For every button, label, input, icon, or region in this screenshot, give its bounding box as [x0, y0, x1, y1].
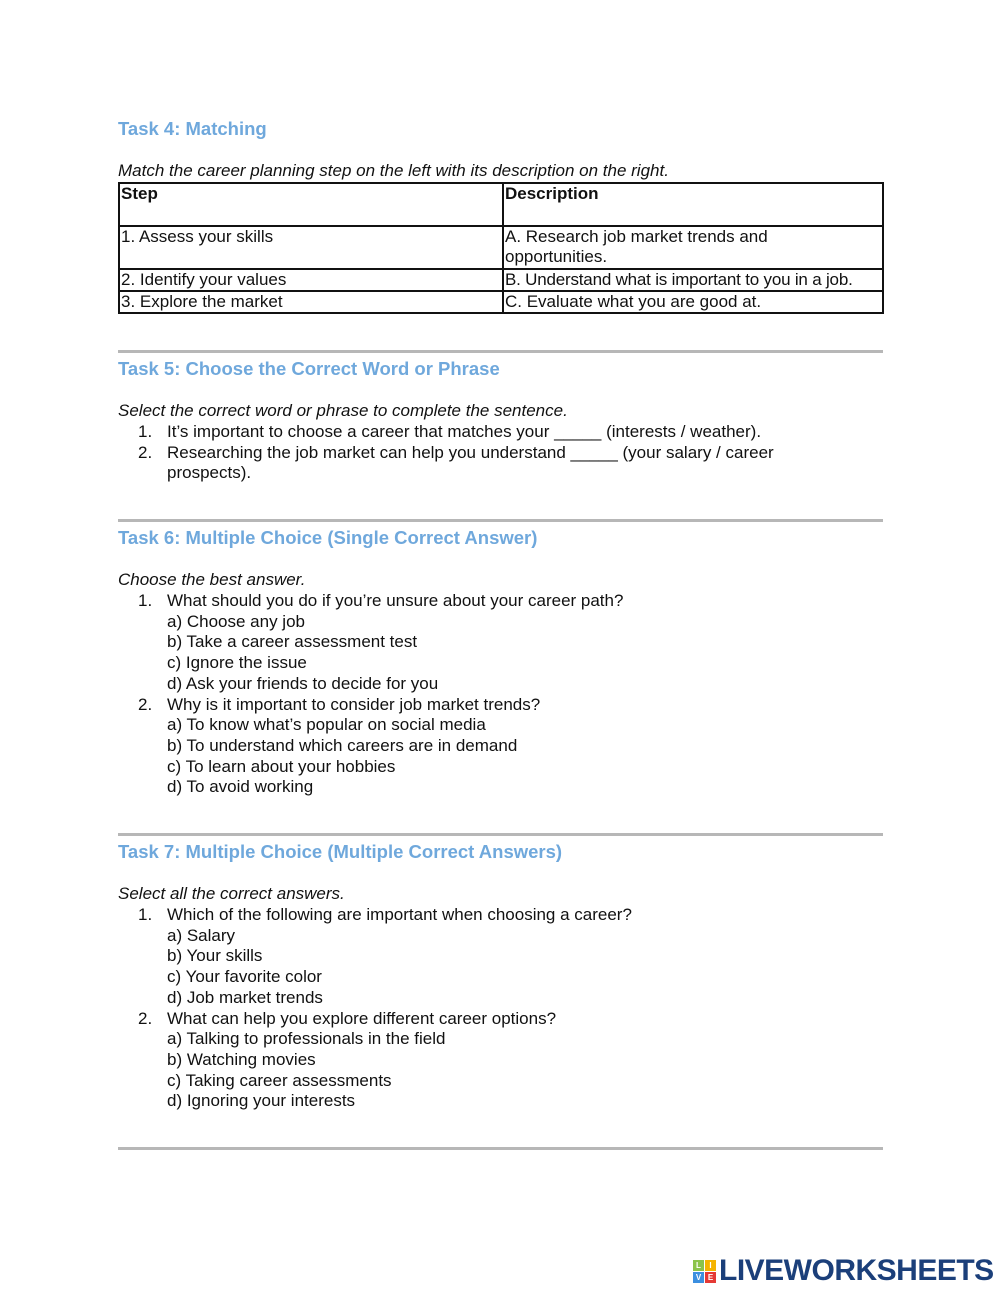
- description-cell: A. Research job market trends and opportunities.: [503, 226, 883, 269]
- liveworksheets-logo: [693, 1254, 994, 1288]
- question-item: [118, 443, 818, 484]
- table-row: [119, 269, 883, 291]
- logo-text: LIVEWORKSHEETS: [719, 1254, 994, 1287]
- answer-option[interactable]: c) To learn about your hobbies: [167, 756, 396, 776]
- question-text: Why is it important to consider job market trends?: [167, 694, 541, 714]
- question-item: [118, 905, 818, 926]
- header-step: Step: [119, 183, 503, 226]
- header-description: Description: [503, 183, 883, 226]
- question-text: Which of the following are important when choosing a career?: [167, 905, 632, 924]
- question-number: 1.: [138, 422, 153, 441]
- step-cell: 2. Identify your values: [119, 269, 503, 291]
- answer-option[interactable]: a) To know what’s popular on social media: [167, 715, 486, 735]
- answer-option[interactable]: b) To understand which careers are in demand: [167, 735, 518, 755]
- answer-option[interactable]: b) Your skills: [167, 946, 263, 966]
- answer-option[interactable]: b) Watching movies: [167, 1049, 316, 1069]
- answer-option[interactable]: d) Job market trends: [167, 987, 323, 1007]
- description-cell: C. Evaluate what you are good at.: [503, 291, 883, 313]
- answer-option[interactable]: d) Ask your friends to decide for you: [167, 673, 439, 693]
- answer-option[interactable]: c) Your favorite color: [167, 967, 322, 987]
- answer-option[interactable]: d) Ignoring your interests: [167, 1091, 356, 1111]
- task5-instruction: Select the correct word or phrase to complete the sentence.: [118, 401, 568, 420]
- question-text: What should you do if you’re unsure about your career path?: [167, 591, 624, 610]
- task4-heading: Task 4: Matching: [118, 118, 267, 139]
- task7-heading: Task 7: Multiple Choice (Multiple Correct Answers): [118, 841, 563, 862]
- table-row: [119, 291, 883, 313]
- logo-tile: E: [705, 1272, 716, 1283]
- answer-option[interactable]: c) Taking career assessments: [167, 1070, 392, 1090]
- logo-tiles-icon: [693, 1260, 716, 1283]
- task5-list: [118, 422, 818, 484]
- divider: [118, 833, 883, 836]
- description-cell: B. Understand what is important to you in a job.: [503, 269, 883, 291]
- logo-tile: L: [693, 1260, 704, 1271]
- divider: [118, 1147, 883, 1150]
- question-number: 2.: [138, 694, 153, 714]
- question-item: [118, 422, 818, 443]
- task7-instruction: Select all the correct answers.: [118, 884, 345, 903]
- divider: [118, 519, 883, 522]
- question-text: It’s important to choose a career that matches your _____ (interests / weather).: [167, 422, 762, 441]
- question-item: [118, 1009, 818, 1030]
- question-number: 2.: [138, 1008, 153, 1028]
- question-item: [118, 695, 818, 716]
- logo-tile: V: [693, 1272, 704, 1283]
- table-header-row: [119, 183, 883, 226]
- logo-tile: I: [705, 1260, 716, 1271]
- question-number: 1.: [138, 591, 153, 610]
- task6-instruction: Choose the best answer.: [118, 570, 306, 589]
- step-cell: 3. Explore the market: [119, 291, 503, 313]
- step-cell: 1. Assess your skills: [119, 226, 503, 269]
- question-number: 1.: [138, 905, 153, 924]
- answer-option[interactable]: d) To avoid working: [167, 777, 314, 797]
- answer-option[interactable]: c) Ignore the issue: [167, 653, 307, 673]
- task6-heading: Task 6: Multiple Choice (Single Correct Answer): [118, 527, 538, 548]
- answer-option[interactable]: a) Choose any job: [167, 611, 305, 631]
- answer-option[interactable]: b) Take a career assessment test: [167, 632, 418, 652]
- task7-list: [118, 905, 818, 1112]
- question-number: 2.: [138, 442, 153, 462]
- table-row: [119, 226, 883, 269]
- question-text: Researching the job market can help you understand _____ (your salary / career prospects).: [167, 442, 774, 483]
- question-item: [118, 591, 818, 612]
- divider: [118, 350, 883, 353]
- answer-option[interactable]: a) Talking to professionals in the field: [167, 1029, 446, 1049]
- answer-option[interactable]: a) Salary: [167, 925, 236, 945]
- task6-list: [118, 591, 818, 798]
- task4-instruction: Match the career planning step on the left with its description on the right.: [118, 161, 669, 180]
- task5-heading: Task 5: Choose the Correct Word or Phrase: [118, 358, 500, 379]
- question-text: What can help you explore different career options?: [167, 1008, 557, 1028]
- matching-table: [118, 182, 884, 314]
